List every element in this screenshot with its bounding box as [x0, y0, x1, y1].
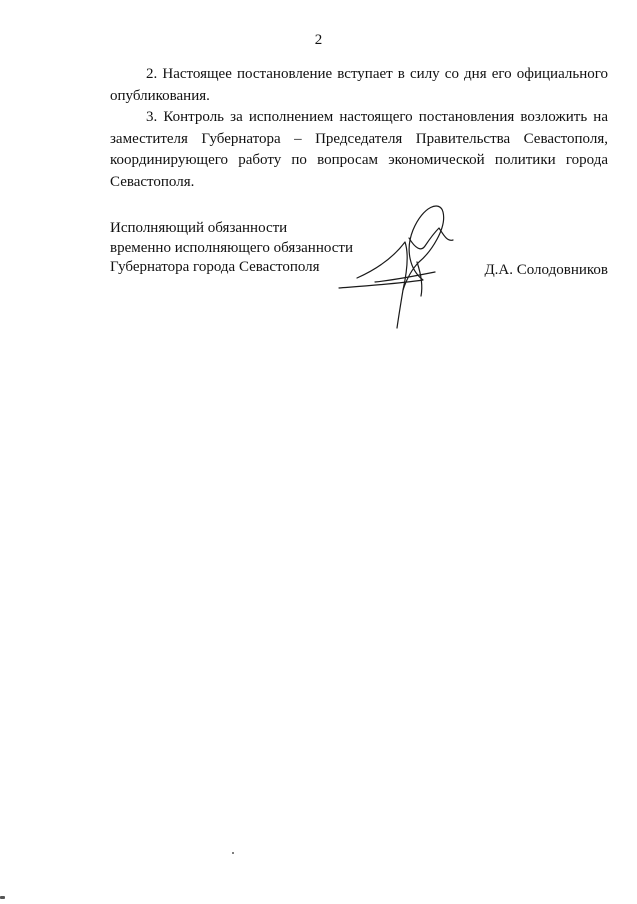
- signature-position-line: Исполняющий обязанности: [110, 220, 288, 236]
- signer-name: Д.А. Солодовников: [484, 262, 608, 278]
- handwritten-signature: [335, 190, 470, 330]
- paragraph-entry-into-force: 2. Настоящее постановление вступает в силу со дня его официального опубликования.: [110, 66, 608, 104]
- signature-position-line: временно исполняющего обязанности: [110, 239, 353, 256]
- scan-speck: [232, 852, 234, 854]
- page-number: 2: [314, 32, 323, 48]
- scan-speck: [0, 896, 5, 899]
- document-body: [110, 64, 608, 193]
- signature-position-line: Губернатора города Севастополя: [110, 259, 320, 275]
- paragraph-control-assignment: 3. Контроль за исполнением настоящего постановления возложить на заместителя Губернатора – Председателя Правительства Севастополя, координирующего работу по вопросам экономической политики города Севастополя.: [110, 109, 608, 190]
